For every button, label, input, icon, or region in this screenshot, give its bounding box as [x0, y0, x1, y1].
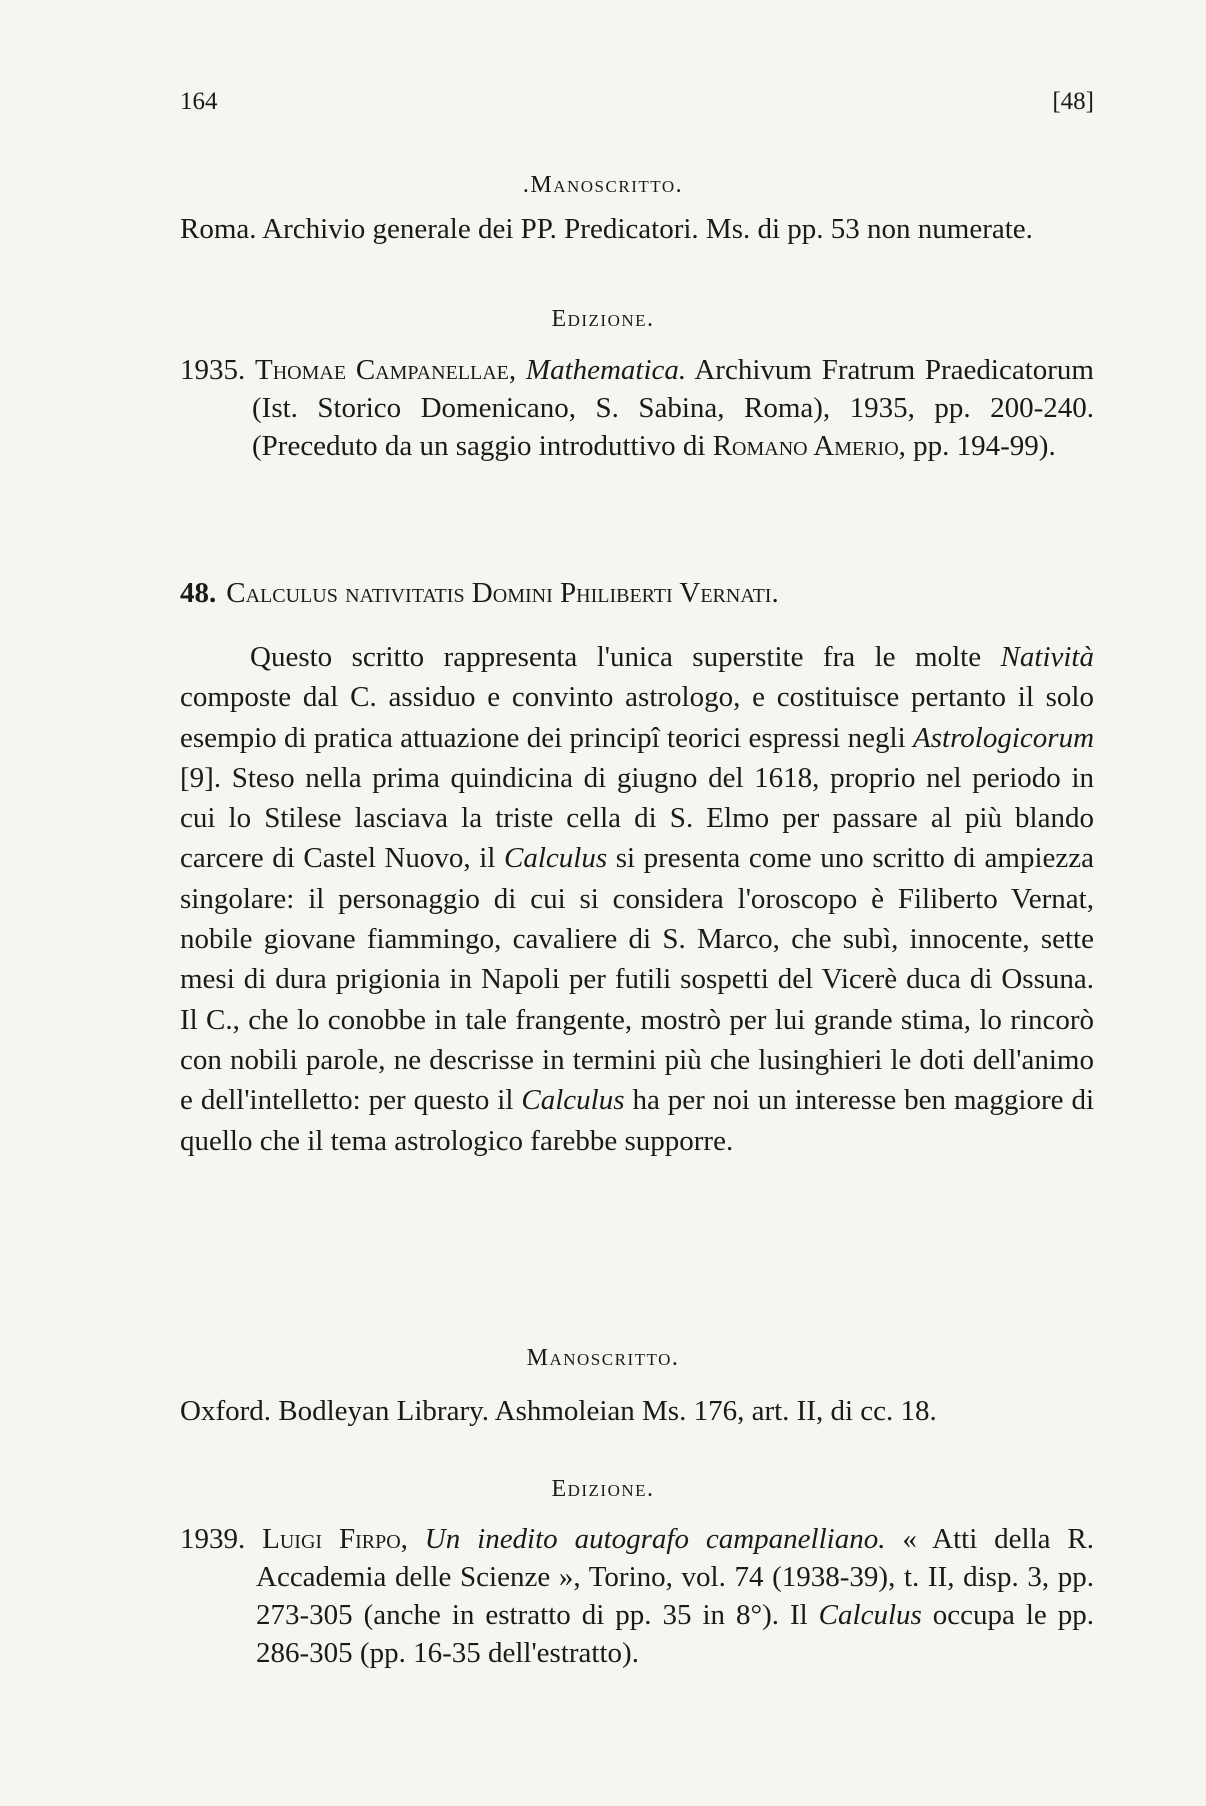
- section-number: 48.: [180, 577, 217, 609]
- edition-details: « Atti della R. Accademia delle Scienze », Torino, vol. 74 (1938-39), t. II, disp. 3, pp. 273-305 (anche in estratto di pp. 35 in 8°). Il: [256, 1523, 1094, 1631]
- manuscript-heading-48: Manoscritto.: [526, 1345, 680, 1371]
- manuscript-entry-47: Roma. Archivio generale dei PP. Predicatori. Ms. di pp. 53 non numerate.: [180, 213, 1033, 245]
- page-number: 164: [180, 88, 218, 115]
- edition-author-2: Romano Amerio,: [712, 430, 906, 462]
- running-header: [180, 88, 1094, 116]
- edition-year: 1935.: [180, 354, 246, 386]
- section-reference: [48]: [1052, 88, 1094, 115]
- body-text: [9]. Steso nella prima quindicina di giugno del 1618, proprio nel periodo in cui lo Stilese lasciava la triste cella di S. Elmo per passare al più blando carcere di Castel Nuovo, il: [180, 761, 1094, 875]
- body-italic: Calculus: [521, 1084, 625, 1117]
- section-title-48: [180, 574, 1094, 612]
- body-italic: Natività: [1000, 641, 1094, 673]
- edition-year: 1939.: [180, 1523, 246, 1555]
- edition-heading-48: Edizione.: [551, 1476, 655, 1502]
- manuscript-entry-48: Oxford. Bodleyan Library. Ashmoleian Ms. 176, art. II, di cc. 18.: [180, 1395, 937, 1427]
- manuscript-heading-47: .Manoscritto.: [522, 172, 684, 198]
- section-title-text: Calculus nativitatis Domini Philiberti Vernati.: [226, 577, 779, 609]
- edition-title: Mathematica.: [525, 354, 687, 386]
- edition-author: Luigi Firpo,: [262, 1523, 408, 1555]
- edition-pages: pp. 194-99).: [913, 430, 1056, 462]
- edition-entry-48: [180, 1520, 1094, 1672]
- edition-entry-47: [180, 351, 1094, 465]
- edition-title: Un inedito autografo campanelliano.: [424, 1523, 886, 1555]
- body-italic: Calculus: [503, 842, 608, 875]
- body-text: si presenta come uno scritto di ampiezza singolare: il personaggio di cui si considera l'oroscopo è Filiberto Vernat, nobile giovane fiammingo, cavaliere di S. Marco, che subì, innocente, sette mesi di dura prigionia in Napoli per futili sospetti del Vicerè duca di Ossuna. Il C., che lo conobbe in tale frangente, mostrò per lui grande stima, lo rincorò con nobili parole, ne descrisse in termini più che lusinghieri le doti dell'animo e dell'intelletto: per questo il: [180, 842, 1095, 1117]
- edition-title-2: Calculus: [818, 1599, 922, 1631]
- edition-heading-47: Edizione.: [551, 306, 655, 332]
- body-text: composte dal C. assiduo e convinto astrologo, e costituisce pertanto il solo esempio di pratica attuazione dei principî teorici espressi negli: [180, 681, 1094, 754]
- body-text: ha per noi un interesse ben maggiore di quello che il tema astrologico farebbe supporre.: [180, 1084, 1095, 1157]
- body-text: Questo scritto rappresenta l'unica superstite fra le molte: [250, 641, 982, 673]
- section-body-48: [180, 637, 1094, 1161]
- edition-author: Thomae Campanellae,: [255, 354, 517, 386]
- edition-details: Archivum Fratrum Praedicatorum (Ist. Storico Domenicano, S. Sabina, Roma), 1935, pp. 200-240. (Preceduto da un saggio introduttivo di: [252, 354, 1094, 462]
- body-italic: Astrologicorum: [913, 721, 1095, 754]
- edition-pages: occupa le pp. 286-305 (pp. 16-35 dell'estratto).: [256, 1599, 1095, 1669]
